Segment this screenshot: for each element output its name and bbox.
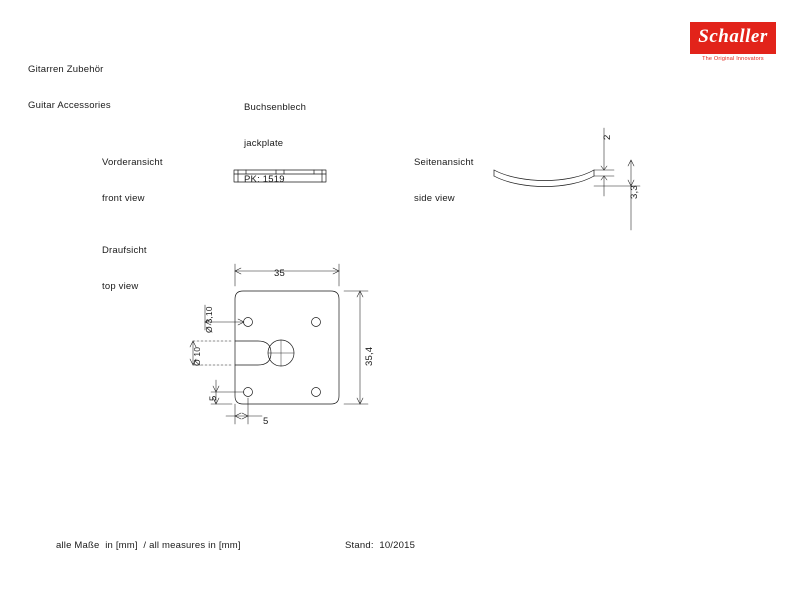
dim-value-hole-large: Ø 10 <box>192 346 202 366</box>
footer-revision: Stand: 10/2015 <box>345 540 416 551</box>
top-dim-35 <box>235 264 339 286</box>
dim-value-offset-horizontal: 5 <box>263 416 269 427</box>
part-name-de: Buchsenblech <box>244 102 307 113</box>
top-view-geometry <box>235 291 339 404</box>
logo-brand: Schaller <box>698 26 768 47</box>
part-code: PK: 1519 <box>244 174 285 185</box>
side-view-geometry <box>494 170 594 187</box>
logo-tagline: The Original Innovators <box>702 56 764 62</box>
page-title-en: Guitar Accessories <box>28 100 111 111</box>
front-view-label-en: front view <box>102 193 145 204</box>
side-view-label-en: side view <box>414 193 455 204</box>
front-view-geometry <box>234 170 326 182</box>
front-view-label-de: Vorderansicht <box>102 157 163 168</box>
dim-value-hole-small: Ø 3,10 <box>204 306 214 333</box>
top-view-label-en: top view <box>102 281 139 292</box>
part-name-en: jackplate <box>244 138 284 149</box>
top-dim-offset-horizontal <box>226 398 262 424</box>
dim-value-side-thickness: 2 <box>602 134 613 140</box>
dim-value-width: 35 <box>274 268 285 279</box>
top-view-label-de: Draufsicht <box>102 245 147 256</box>
dim-value-offset-vertical: 5 <box>208 395 219 401</box>
dim-value-side-height: 3,3 <box>629 185 640 199</box>
dim-value-height: 35,4 <box>364 346 375 366</box>
side-view-label-de: Seitenansicht <box>414 157 474 168</box>
page-title-de: Gitarren Zubehör <box>28 64 104 75</box>
footer-units: alle Maße in [mm] / all measures in [mm] <box>56 540 241 551</box>
